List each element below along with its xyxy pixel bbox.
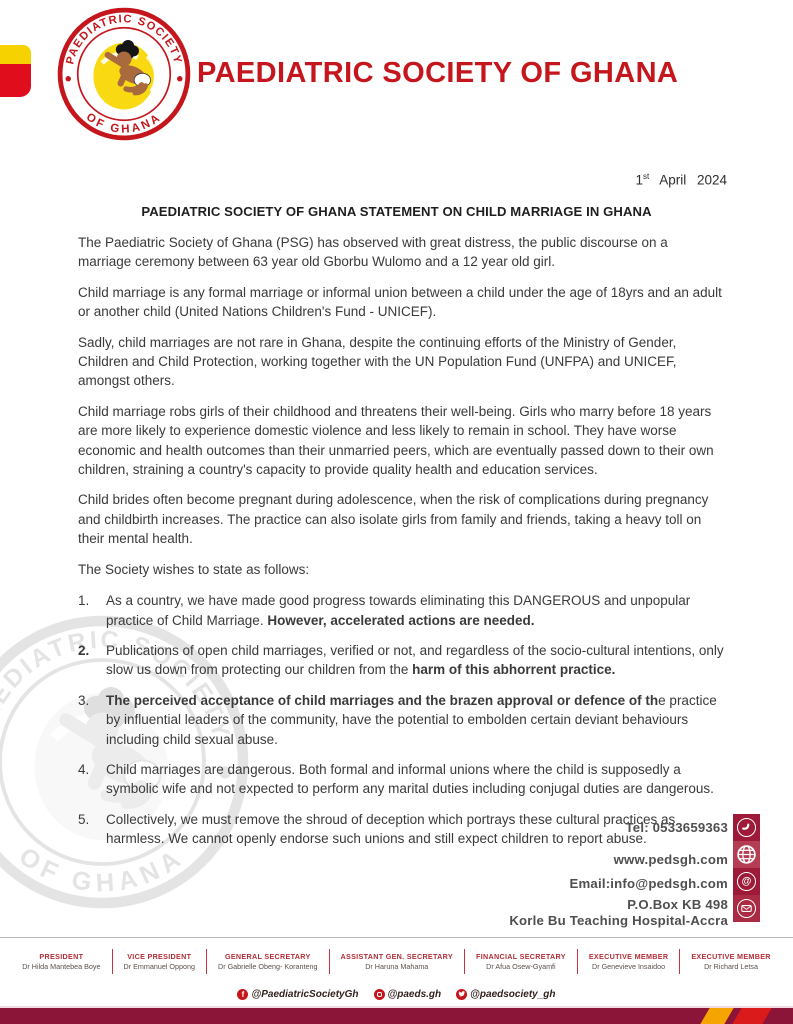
red-stripe: [732, 1008, 771, 1024]
facebook-icon: f: [237, 989, 248, 1000]
list-intro: The Society wishes to state as follows:: [78, 561, 310, 577]
list-item: [78, 591, 724, 630]
list-item: [78, 641, 724, 680]
officer-cell: VICE PRESIDENT Dr Emmanuel Oppong: [112, 949, 207, 974]
list-item: [78, 691, 724, 749]
globe-icon: [733, 841, 760, 868]
email-link[interactable]: Email:info@pedsgh.com: [569, 876, 728, 891]
address-line: Korle Bu Teaching Hospital-Accra: [509, 913, 728, 928]
phone-number: Tel: 0533659363: [625, 820, 728, 835]
psg-logo: [56, 6, 192, 142]
date-rest: April 2024: [659, 172, 727, 188]
org-name-title: PAEDIATRIC SOCIETY OF GHANA: [197, 57, 679, 89]
phone-icon: [733, 814, 760, 841]
officer-cell: GENERAL SECRETARY Dr Gabrielle Obeng- Koranteng: [206, 949, 328, 974]
officer-cell: FINANCIAL SECRETARY Dr Afua Osew-Gyamfi: [464, 949, 577, 974]
paragraph: Child marriage is any formal marriage or informal union between a child under the age of 18yrs and an adult or another child (United Nations Children's Fund - UNICEF).: [78, 284, 722, 320]
at-icon: @: [733, 868, 760, 895]
twitter-icon: [456, 989, 467, 1000]
list-text: Collectively, we must remove the shroud of deception which portrays these cultural practices as harmless. We cannot openly endorse such unions and still expect children to report abuse.: [106, 811, 676, 847]
statement-body: [78, 233, 724, 860]
paragraph: Child brides often become pregnant during adolescence, when the risk of complications during pregnancy and childbirth increases. The practice can also isolate girls from family and friends, taking a heavy toll on their mental health.: [78, 492, 709, 547]
contact-block: [509, 820, 728, 928]
yellow-stripe: [700, 1008, 733, 1024]
instagram-icon: [374, 989, 385, 1000]
red-tab-shape: [0, 64, 31, 97]
statement-list: [78, 591, 724, 848]
instagram-handle[interactable]: @paeds.gh: [374, 989, 442, 1000]
date-day: 1: [635, 172, 643, 188]
officer-cell: ASSISTANT GEN. SECRETARY Dr Haruna Mahama: [329, 949, 465, 974]
date-ordinal: st: [642, 172, 650, 181]
pobox-line: P.O.Box KB 498: [627, 897, 728, 912]
paragraph: Sadly, child marriages are not rare in Ghana, despite the continuing efforts of the Ministry of Gender, Children and Child Protection, working together with the UN Population Fund (UNFPA) and UNICEF, amongst others.: [78, 334, 677, 389]
list-number: 5.: [78, 811, 90, 827]
bottom-maroon-bar: [0, 1008, 793, 1024]
website-link[interactable]: www.pedsgh.com: [613, 852, 728, 867]
list-text: The perceived acceptance of child marriages and the brazen approval or defence of the practice by influential leaders of the community, have the potential to embolden certain deviant behaviours including child sexual abuse.: [106, 692, 717, 747]
list-text: Publications of open child marriages, verified or not, and regardless of the socio-cultural intentions, only slow us down from protecting our children from the harm of this abhorrent practice.: [106, 642, 724, 678]
footer-divider: [0, 937, 793, 938]
paragraph: Child marriage robs girls of their childhood and threatens their well-being. Girls who marry before 18 years are more likely to experience domestic violence and less likely to remain in school. They have worse economic and health outcomes than their unmarried peers, which are eventually passed down to their own children, straining a country's capacity to provide quality health and education services.: [78, 403, 714, 478]
officer-cell: EXECUTIVE MEMBER Dr Genevieve Insaidoo: [577, 949, 679, 974]
contact-icon-bar: [733, 814, 760, 922]
list-number: 1.: [78, 593, 90, 609]
left-edge-tab: [0, 45, 31, 97]
statement-title: PAEDIATRIC SOCIETY OF GHANA STATEMENT ON CHILD MARRIAGE IN GHANA: [141, 204, 652, 219]
social-row: [0, 989, 793, 1000]
mail-icon: [733, 895, 760, 922]
officer-cell: PRESIDENT Dr Hilda Mantebea Boye: [22, 952, 101, 971]
list-text: As a country, we have made good progress towards eliminating this DANGEROUS and unpopular practice of Child Marriage. However, accelerated actions are needed.: [106, 593, 691, 628]
yellow-tab-shape: [0, 45, 31, 64]
twitter-handle[interactable]: @paedsociety_gh: [456, 989, 555, 1000]
list-text: Child marriages are dangerous. Both formal and informal unions where the child is supposedly a symbolic wife and not expected to perform any marital duties including conjugal duties are dangerous.: [106, 761, 714, 797]
list-number: 4.: [78, 761, 90, 777]
facebook-handle[interactable]: f @PaediatricSocietyGh: [237, 989, 358, 1000]
paragraph: The Paediatric Society of Ghana (PSG) has observed with great distress, the public discourse on a marriage ceremony between 63 year old Gborbu Wulomo and a 12 year old girl.: [78, 235, 668, 270]
statement-date: [635, 172, 727, 188]
list-number: 2.: [78, 642, 90, 658]
officer-cell: EXECUTIVE MEMBER Dr Richard Letsa: [679, 949, 781, 974]
list-number: 3.: [78, 692, 90, 708]
officers-row: [0, 949, 793, 974]
list-item: [78, 760, 724, 799]
